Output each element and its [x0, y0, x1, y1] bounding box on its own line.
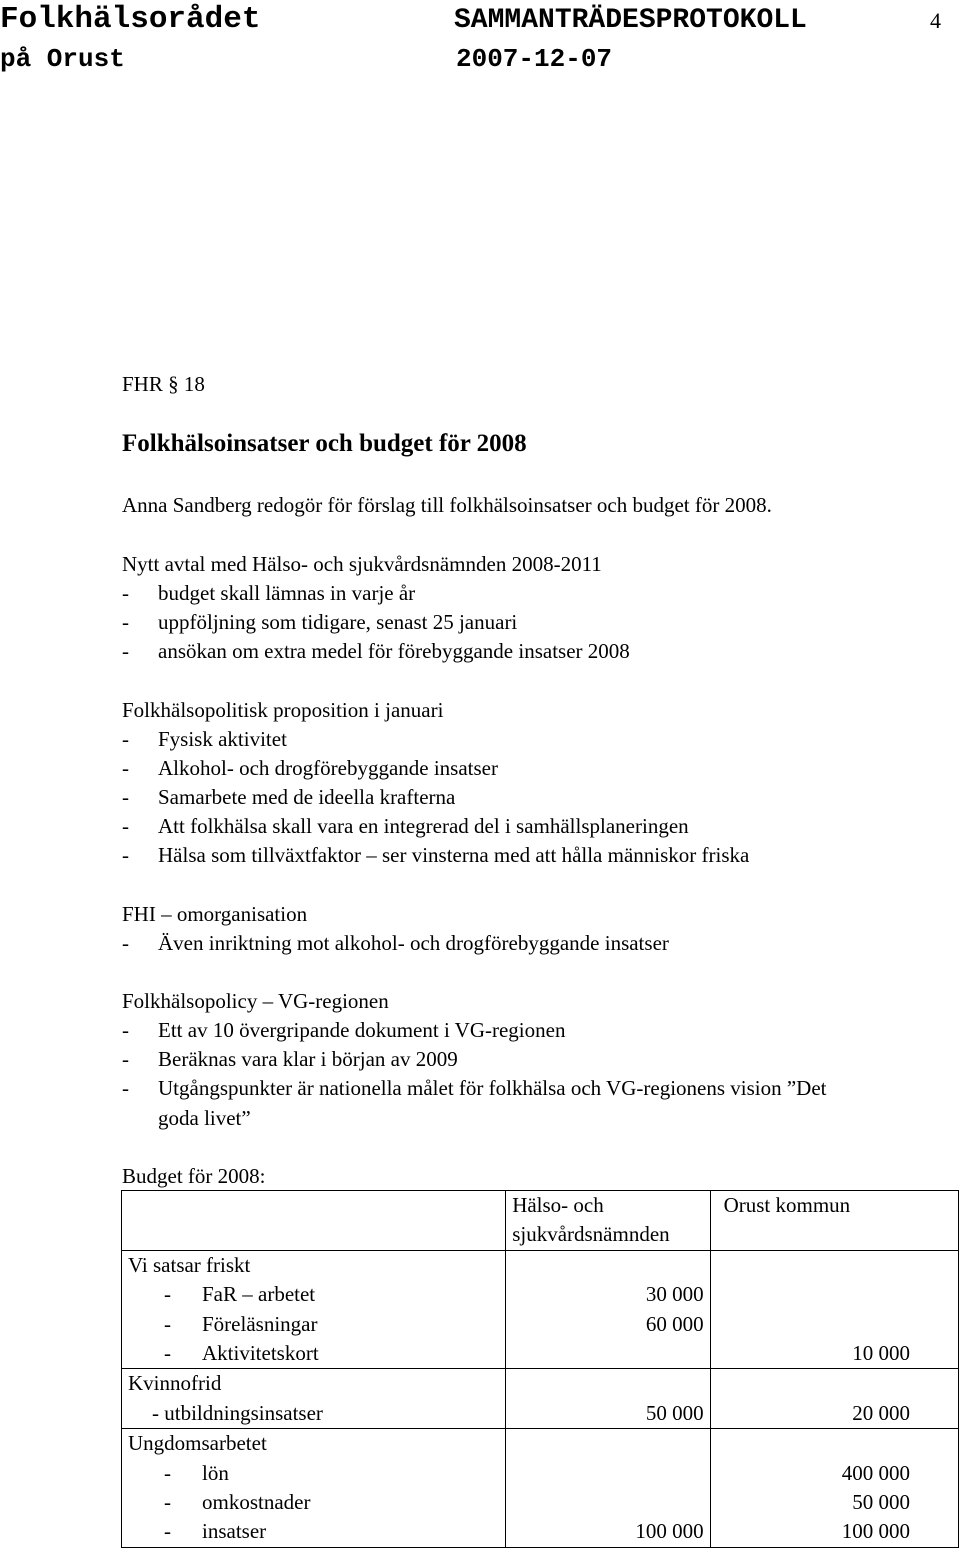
orust-value	[711, 1310, 910, 1339]
row-label: - lön	[164, 1460, 229, 1485]
table-row	[122, 1369, 959, 1429]
orust-value	[711, 1280, 910, 1309]
bullet-dash: -	[122, 756, 129, 780]
bullet-dash: -	[122, 1076, 129, 1100]
bullet-dash: -	[122, 931, 129, 955]
list-item: uppföljning som tidigare, senast 25 januari	[158, 610, 518, 634]
paragraph-id: FHR § 18	[122, 372, 205, 396]
group-name: Vi satsar friskt	[128, 1252, 251, 1277]
doc-type: SAMMANTRÄDESPROTOKOLL	[454, 5, 807, 36]
row-label: - omkostnader	[164, 1489, 311, 1514]
orust-value: 20 000	[852, 1400, 910, 1425]
row-label: - Föreläsningar	[164, 1311, 318, 1336]
hsn-value: 100 000	[635, 1519, 704, 1544]
hsn-value	[506, 1459, 703, 1488]
list-item-line2: goda livet”	[158, 1106, 251, 1130]
bullet-dash: -	[122, 581, 129, 605]
list-item: Ett av 10 övergripande dokument i VG-regionen	[158, 1018, 566, 1042]
table-row	[122, 1429, 959, 1548]
list-item: Fysisk aktivitet	[158, 727, 287, 751]
list-item: Beräknas vara klar i början av 2009	[158, 1047, 458, 1071]
block-heading: FHI – omorganisation	[122, 902, 308, 926]
bullet-dash: -	[122, 785, 129, 809]
block-heading: Folkhälsopolicy – VG-regionen	[122, 989, 389, 1013]
row-label: - utbildningsinsatser	[152, 1400, 323, 1425]
bullet-dash: -	[122, 727, 129, 751]
header-orust-cell	[710, 1191, 958, 1251]
list-item: ansökan om extra medel för förebyggande insatser 2008	[158, 639, 630, 663]
section-title: Folkhälsoinsatser och budget för 2008	[122, 430, 527, 457]
bullet-dash: -	[122, 610, 129, 634]
header-hsn-line2: sjukvårdsnämnden	[512, 1222, 670, 1247]
org-name-line2: på Orust	[0, 44, 125, 74]
row-label: - FaR – arbetet	[164, 1282, 316, 1307]
bullet-dash: -	[122, 814, 129, 838]
orust-value: 10 000	[852, 1340, 910, 1365]
bullet-dash: -	[122, 639, 129, 663]
hsn-value: 60 000	[645, 1311, 704, 1336]
hsn-value	[506, 1339, 703, 1368]
bullet-dash: -	[122, 843, 129, 867]
list-item: Hälsa som tillväxtfaktor – ser vinsterna med att hålla människor friska	[158, 843, 750, 867]
budget-table	[121, 1190, 959, 1548]
list-item: Samarbete med de ideella krafterna	[158, 785, 456, 809]
list-item: budget skall lämnas in varje år	[158, 581, 416, 605]
list-item: Att folkhälsa skall vara en integrerad del i samhällsplaneringen	[158, 814, 689, 838]
bullet-dash: -	[122, 1018, 129, 1042]
org-name-line1: Folkhälsorådet	[0, 2, 261, 37]
header-hsn-cell	[506, 1191, 710, 1251]
list-item-line1: Utgångspunkter är nationella målet för folkhälsa och VG-regionens vision ”Det	[158, 1076, 827, 1100]
list-item: Alkohol- och drogförebyggande insatser	[158, 756, 498, 780]
intro-text: Anna Sandberg redogör för förslag till folkhälsoinsatser och budget för 2008.	[122, 493, 772, 517]
hsn-value	[506, 1488, 703, 1517]
block-heading: Folkhälsopolitisk proposition i januari	[122, 698, 444, 722]
orust-value: 400 000	[841, 1460, 910, 1485]
row-label: - Aktivitetskort	[164, 1340, 319, 1365]
group-name: Ungdomsarbetet	[128, 1431, 267, 1456]
budget-label: Budget för 2008:	[122, 1164, 266, 1188]
block-heading: Nytt avtal med Hälso- och sjukvårdsnämnden 2008-2011	[122, 552, 602, 576]
row-label: - insatser	[164, 1519, 267, 1544]
table-header-row	[122, 1191, 959, 1251]
protocol-date: 2007-12-07	[456, 44, 613, 74]
header-empty-cell	[122, 1191, 506, 1251]
table-row	[122, 1250, 959, 1369]
bullet-dash: -	[122, 1047, 129, 1071]
hsn-value: 30 000	[645, 1282, 704, 1307]
list-item: Även inriktning mot alkohol- och drogförebyggande insatser	[158, 931, 669, 955]
header-orust: Orust kommun	[723, 1193, 851, 1217]
hsn-value: 50 000	[645, 1400, 704, 1425]
page-number: 4	[930, 8, 941, 33]
header-hsn-line1: Hälso- och	[512, 1193, 604, 1217]
orust-value: 100 000	[841, 1519, 910, 1544]
orust-value: 50 000	[852, 1489, 910, 1514]
group-name: Kvinnofrid	[128, 1371, 222, 1396]
